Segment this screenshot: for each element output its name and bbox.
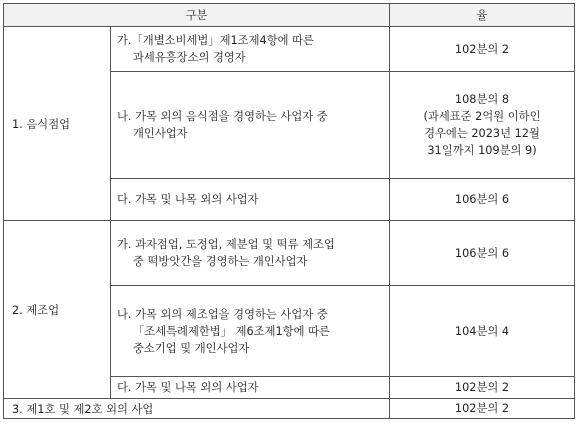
item-text-line: 가.「개별소비세법」제1조제4항에 따른 xyxy=(117,34,314,47)
header-category: 구분 xyxy=(4,4,390,27)
rate-note: 31일까지 109분의 9) xyxy=(427,144,537,157)
rate-cell xyxy=(390,27,575,72)
rate-cell xyxy=(390,399,575,419)
item-text-line: 중 떡방앗간을 경영하는 개인사업자 xyxy=(133,255,308,268)
item-cell xyxy=(111,221,390,286)
table-row xyxy=(4,221,575,286)
item-text-line: 다. 가목 및 나목 외의 사업자 xyxy=(117,381,259,394)
rate-note: 경우에는 2023년 12월 xyxy=(424,127,540,140)
rate-cell xyxy=(390,286,575,377)
tax-rate-table xyxy=(3,3,575,419)
item-text-line: 중소기업 및 개인사업자 xyxy=(133,341,250,355)
item-text-line: 「조세특례제한법」 제6조제1항에 따른 xyxy=(133,324,330,338)
item-text-line: 개인사업자 xyxy=(133,127,188,140)
rate-text: 102분의 2 xyxy=(454,402,510,415)
footer-category: 3. 제1호 및 제2호 외의 사업 xyxy=(4,399,390,419)
item-cell xyxy=(111,377,390,399)
rate-cell xyxy=(390,377,575,399)
table-header-row xyxy=(4,4,575,27)
item-cell xyxy=(111,72,390,179)
rate-text: 108분의 8 xyxy=(454,93,510,106)
rate-cell xyxy=(390,72,575,179)
item-text-line: 나. 가목 외의 제조업을 경영하는 사업자 중 xyxy=(117,307,328,321)
item-text-line: 나. 가목 외의 음식점을 경영하는 사업자 중 xyxy=(117,110,328,123)
rate-cell xyxy=(390,179,575,221)
rate-text: 104분의 4 xyxy=(454,324,510,338)
item-cell xyxy=(111,27,390,72)
item-cell xyxy=(111,179,390,221)
section-category: 2. 제조업 xyxy=(4,221,111,399)
rate-text: 106분의 6 xyxy=(454,193,510,206)
item-cell xyxy=(111,286,390,377)
item-text-line: 과세유흥장소의 경영자 xyxy=(133,51,246,64)
item-text-line: 가. 과자점업, 도정업, 제분업 및 떡류 제조업 xyxy=(117,238,335,251)
rate-note: (과세표준 2억원 이하인 xyxy=(423,110,541,123)
item-text-line: 다. 가목 및 나목 외의 사업자 xyxy=(117,193,259,206)
section-category: 1. 음식점업 xyxy=(4,27,111,221)
header-rate: 율 xyxy=(390,4,575,27)
table-row xyxy=(4,27,575,72)
rate-text: 102분의 2 xyxy=(454,42,510,56)
rate-cell xyxy=(390,221,575,286)
table-row xyxy=(4,399,575,419)
rate-text: 106분의 6 xyxy=(454,246,510,260)
rate-text: 102분의 2 xyxy=(454,381,510,394)
